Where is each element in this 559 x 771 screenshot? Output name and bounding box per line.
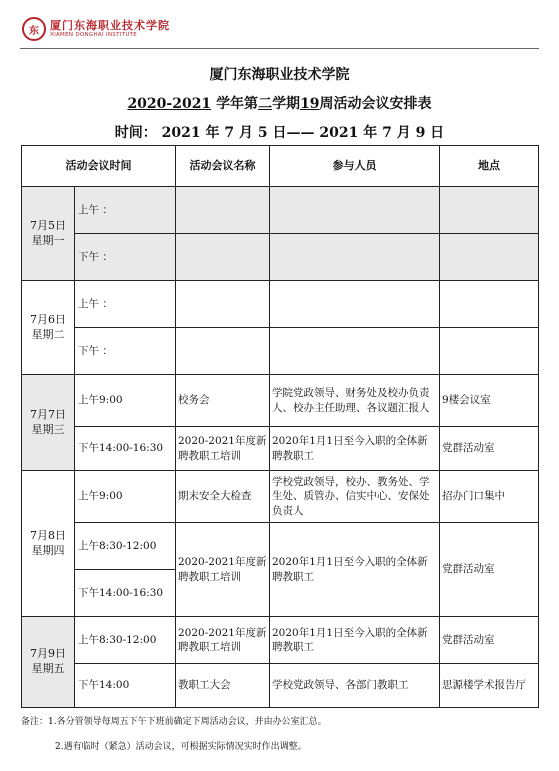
day-weekday: 星期四 xyxy=(31,543,65,557)
day-weekday: 星期五 xyxy=(31,662,65,675)
event-place xyxy=(440,281,539,328)
event-people xyxy=(270,281,440,328)
term-field: 二 xyxy=(258,96,273,112)
event-name: 校务会 xyxy=(176,375,270,427)
event-people xyxy=(270,187,440,234)
event-place xyxy=(440,328,539,375)
day-weekday: 星期一 xyxy=(31,233,65,247)
table-row xyxy=(22,617,539,664)
subtitle-text-2: 学期 xyxy=(272,96,301,112)
school-seal-icon: 东 xyxy=(22,17,46,41)
day-weekday: 星期三 xyxy=(31,422,65,436)
note-2: 2.遇有临时（紧急）活动会议，可根据实际情况实时作出调整。 xyxy=(55,742,307,752)
event-name: 2020-2021年度新聘教职工培训 xyxy=(176,617,270,664)
event-name: 2020-2021年度新聘教职工培训 xyxy=(176,427,270,471)
header-time: 活动会议时间 xyxy=(22,146,176,187)
event-name: 期末安全大检查 xyxy=(176,471,270,523)
event-name xyxy=(176,281,270,328)
event-people: 2020年1月1日至今入职的全体新聘教职工 xyxy=(270,523,440,617)
event-people: 学校党政领导、各部门教职工 xyxy=(270,664,440,708)
time-slot: 上午8:30-12:00 xyxy=(75,617,176,664)
event-people xyxy=(270,328,440,375)
time-slot: 下午 ： xyxy=(75,234,176,281)
event-people: 学校党政领导，校办、教务处、学生处、质管办、信实中心、安保处负责人 xyxy=(270,471,440,523)
logo-chinese-name: 厦门东海职业技术学院 xyxy=(50,18,170,32)
table-row xyxy=(22,664,539,708)
time-range: 时间： 2021 年 7 月 5 日—— 2021 年 7 月 9 日 xyxy=(114,125,445,141)
event-place xyxy=(440,234,539,281)
event-place: 党群活动室 xyxy=(440,427,539,471)
event-name: 教职工大会 xyxy=(176,664,270,708)
event-name xyxy=(176,187,270,234)
table-row xyxy=(22,328,539,375)
time-slot: 下午14:00 xyxy=(75,664,176,708)
day-cell-mon xyxy=(22,187,75,281)
week-field: 19 xyxy=(300,96,320,112)
table-row xyxy=(22,427,539,471)
event-place: 党群活动室 xyxy=(440,617,539,664)
table-row xyxy=(22,523,539,570)
table-row xyxy=(22,471,539,523)
header-divider xyxy=(20,48,539,49)
event-name: 2020-2021年度新聘教职工培训 xyxy=(176,523,270,617)
day-date: 7月8日 xyxy=(30,528,66,542)
event-place: 党群活动室 xyxy=(440,523,539,617)
event-people: 2020年1月1日至今入职的全体新聘教职工 xyxy=(270,427,440,471)
event-name xyxy=(176,234,270,281)
day-weekday: 星期二 xyxy=(31,327,65,341)
year-field: 2020-2021 xyxy=(127,96,212,112)
day-date: 7月9日 xyxy=(30,647,66,661)
header-people: 参与人员 xyxy=(270,146,440,187)
table-row xyxy=(22,375,539,427)
event-place: 9楼会议室 xyxy=(440,375,539,427)
schedule-table xyxy=(21,145,539,708)
event-people: 2020年1月1日至今入职的全体新聘教职工 xyxy=(270,617,440,664)
header-place: 地点 xyxy=(440,146,539,187)
document-subtitle xyxy=(0,93,559,113)
day-date: 7月6日 xyxy=(30,312,66,326)
table-row xyxy=(22,234,539,281)
time-slot: 上午 ： xyxy=(75,281,176,328)
event-place xyxy=(440,187,539,234)
day-cell-tue xyxy=(22,281,75,375)
event-place: 招办门口集中 xyxy=(440,471,539,523)
table-row xyxy=(22,281,539,328)
table-header-row xyxy=(22,146,539,187)
day-cell-thu xyxy=(22,471,75,617)
logo-english-name: XIAMEN DONGHAI INSTITUTE xyxy=(50,31,138,38)
time-slot: 下午14:00-16:30 xyxy=(75,427,176,471)
time-slot: 上午9:00 xyxy=(75,471,176,523)
school-logo xyxy=(22,16,170,42)
day-date: 7月5日 xyxy=(30,218,66,232)
table-row xyxy=(22,187,539,234)
header-name: 活动会议名称 xyxy=(176,146,270,187)
note-1: 备注：1.各分管领导每周五下午下班前确定下周活动会议，并由办公室汇总。 xyxy=(21,717,327,727)
event-people xyxy=(270,234,440,281)
event-name xyxy=(176,328,270,375)
subtitle-text-3: 周活动会议安排表 xyxy=(319,96,432,112)
time-slot: 下午 ： xyxy=(75,328,176,375)
logo-text xyxy=(50,20,170,39)
day-cell-fri xyxy=(22,617,75,708)
document-title: 厦门东海职业技术学院 xyxy=(209,67,350,83)
subtitle-text-1: 学年第 xyxy=(216,96,259,112)
day-cell-wed xyxy=(22,375,75,471)
time-slot: 上午9:00 xyxy=(75,375,176,427)
day-date: 7月7日 xyxy=(30,407,66,421)
time-slot: 上午8:30-12:00 xyxy=(75,523,176,570)
event-place: 思源楼学术报告厅 xyxy=(440,664,539,708)
time-slot: 下午14:00-16:30 xyxy=(75,570,176,617)
event-people: 学院党政领导、财务处及校办负责人、校办主任助理、各议题汇报人 xyxy=(270,375,440,427)
time-slot: 上午 ： xyxy=(75,187,176,234)
